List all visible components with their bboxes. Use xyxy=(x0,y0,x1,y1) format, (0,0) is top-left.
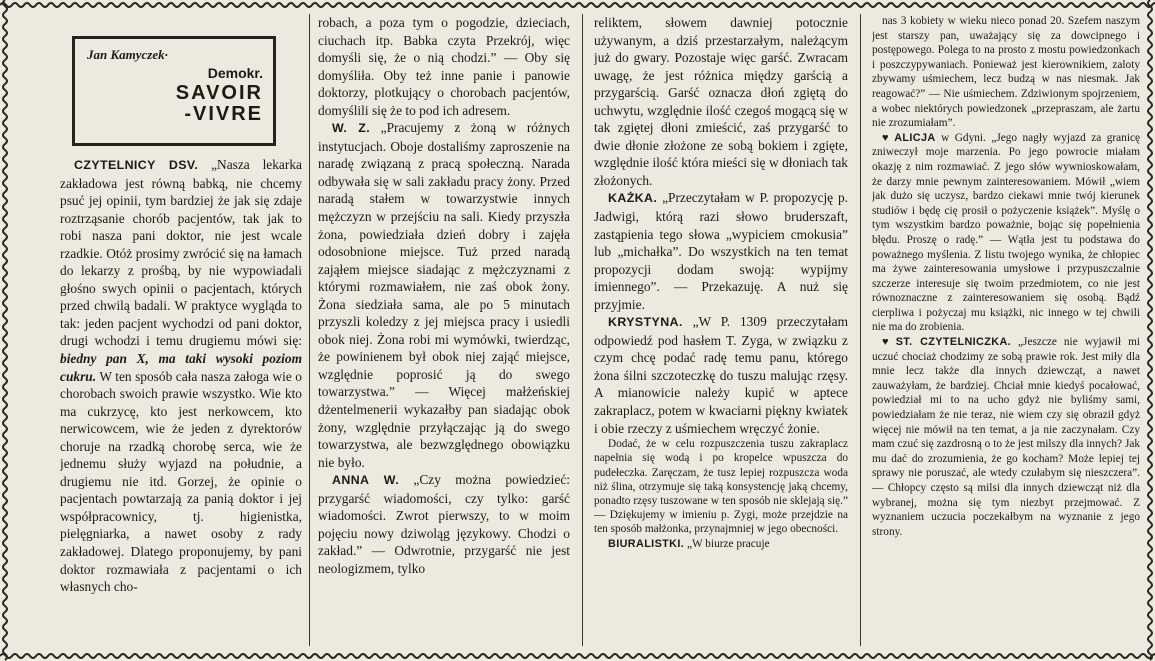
column-title-line2: -VIVRE xyxy=(184,103,263,125)
letter-st-czytelniczka xyxy=(872,335,1140,539)
continued-text: nas 3 kobiety w wieku nieco ponad 20. Szefem naszym jest starszy pan, uważający się za dowcipnego i postępowego. Polega to na prosto z mostu powiedzonkach i poszczypywaniach. Ponieważ jest kierownikiem, zaloty zbywamy uśmiechem, lecz budzą w nas niesmak. Jak reagować?” — Nie uśmiechem. Zdziwionym spojrzeniem, a wobec niektórych powiedzonek „przepraszam, ale żartu nie zrozumiałam”. xyxy=(872,15,1140,130)
letter-text: „W biurze pracuje xyxy=(687,537,770,550)
letter-alicja xyxy=(872,131,1140,335)
heart-icon: ♥ xyxy=(882,131,892,144)
column-divider xyxy=(582,14,583,646)
wavy-border-top xyxy=(0,0,1155,10)
wavy-border-bottom xyxy=(0,651,1155,661)
letter-heading: CZYTELNICY DSV. xyxy=(74,158,199,172)
letter-anna-w xyxy=(318,471,570,577)
continued-text: reliktem, słowem dawniej potocznie używanym, a dziś przestarzałym, należącym już do gwary. Pozostaje więc garść. Zwracam uwagę, że jest różnica między garścią a przygarścią. Garść oznacza dłoń zgiętą do uchwytu, względnie ilość czegoś mogącą się w tak zgiętej dłoni zmieścić, zaś przygarść to dwie dłonie złożone ze sobą bokiem i zgięte, względnie ilość która mieści się w dłoniach tak złożonych. xyxy=(594,15,848,188)
column-divider xyxy=(860,14,861,646)
letter-text: „Jeszcze nie wyjawił mi uczuć chociaż chodzimy ze sobą prawie rok. Jest miły dla mnie lecz także dla innych dziewcząt, a nawet zauważyłam, że bardziej. Chciał mnie kiedyś pocałować, powiedział mi to na ucho gdyż nie byliśmy sami, powiedziałam że nie teraz, nie wiem czy się obraził gdyż więcej nie mówił na ten temat, a ja nie zaczynałam. Czy mam czuć się zazdrosną o to że jest milszy dla innych? Jak mu dać do zrozumienia, że go kocham? Może lepiej tej sprawy nie poruszać, ale wtedy czułabym się nieszczera”. — Chłopcy często są milsi dla innych dziewcząt niż dla wybranej, można się tym niezbyt przejmować. Z wyznaniem uczucia poczekałbym na wyznanie z jego strony. xyxy=(872,336,1140,538)
letter-text: „Czy można powiedzieć: przygarść wiadomości, czy tylko: garść wiadomości. Zwrot pierwszy, to w moim pojęciu nowy dziwoląg językowy. Chodzi o zakład.” — Odwrotnie, przygarść nie jest neologizmem, tylko xyxy=(318,472,570,576)
letter-heading: BIURALISTKI. xyxy=(608,537,685,550)
letter-text: W ten sposób cała nasza załoga wie o chorobach swoich prawie wszystko. Wie kto ma cukrzycę, kto jest nerkowcem, kto nerwicowcem, wie że jeden z dyrektorów choruje na rzadką chorobę serca, wie że jednemu służy wyjazd na południe, a drugiemu nie itd. Gorzej, że opinie o pacjentach powtarzają za panią doktor i jej współpracownicy, tj. higienistka, pielęgniarka, a nawet osoby z rady zakładowej. Dlatego proponujemy, by pani doktor rozmawiała z pacjentami o ich własnych cho- xyxy=(60,368,302,595)
letter-krystyna-continued: Dodać, że w celu rozpuszczenia tuszu zakraplacz napełnia się wodą i po kropelce wpuszcza do pudełeczka. Zaręczam, że tusz lepiej rozpuszcza woda niż ślina, otrzymuje się taką konsystencję jaką chcemy, ponadto rzęsy tuszowane w ten sposób nie sklejają się.” — Dziękujemy w imieniu p. Zygi, może przejdzie na ten sposób małżonka, przynajmniej w jego obecności. xyxy=(594,438,848,536)
heart-icon: ♥ xyxy=(882,336,893,349)
text-column-4 xyxy=(872,14,1140,646)
text-column-3 xyxy=(594,14,848,646)
letter-heading: KRYSTYNA. xyxy=(608,315,683,330)
letter-text: „Pracujemy z żoną w różnych instytucjach. Oboje dostaliśmy zaproszenie na naradę związaną z pracą społeczną. Narada odbywała się w sali zakładu pracy żony. Przed naradą stałem w towarzystwie innych mężczyzn w przejściu na sali. Kiedy przyszła żona, powiedziała dzień dobry i zajęła odosobnione miejsce. Tuż przed naradą zająłem miejsce siadając z mężczyznami z którymi rozmawiałem, nie zaś obok żony. Żona siedziała sama, ale po 5 minutach przyszli koledzy z jej miejsca pracy i usiedli obok niej. Żona robi mi wymówki, twierdząc, że powinienem był obok niej zająć miejsce, względnie poprosić ją do swego towarzystwa.” — Więcej małżeńskiej dżentelmenerii wykazałby pan siadając obok żony, względnie przyłączając ją do swego towarzystwa, ale bezwzględnego obowiązku nie było. xyxy=(318,120,570,470)
text-column-2 xyxy=(318,14,570,646)
wavy-border-left xyxy=(0,0,10,661)
letter-text: „Nasza lekarka zakładowa jest równą babką, nie chcemy psuć jej opinii, tym bardziej że jak się zdaje roztrząsanie chorób pacjentów, tak jak to robi nasza pani doktor, nie jest wcale rzadkie. Otóż prosimy zwrócić się na łamach do lekarzy z prośbą, by nie wypowiadali głośno swych opinii o pacjentach, których przed chwilą badali. W praktyce wygląda to tak: jeden pacjent wychodzi od pani doktor, drugi wchodzi i temu drugiemu mówi się: xyxy=(60,157,302,349)
wavy-border-right xyxy=(1145,0,1155,661)
letter-heading: ALICJA xyxy=(894,131,936,144)
column-title-line1: SAVOIR xyxy=(175,82,263,104)
letter-text: w Gdyni. „Jego nagły wyjazd za granicę zniweczył moje marzenia. Po jego powrocie miałam okazję z nim rozmawiać. Z jego słów wywnioskowałam, że darzy mnie pewnym zainteresowaniem. Mówił „wiem jak dużo się uczysz, bardzo ciekawi mnie twój kierunek studiów i będę cię prosił o pożyczenie książek”. Myślę o tym wszystkim bardzo poważnie, bojąc się popełnienia błędu. Proszę o radę.” — Wątła jest tu podstawa do poważnego myślenia. Z listu twojego wynika, że chłopiec ma żywe zainteresowania umysłowe i przypuszczalnie szczerze interesuje się twoim przedmiotem, co nie jest równoznaczne z zainteresowaniem się osobą. Bądź cierpliwa i pożyczaj mu książki, nic innego w tej chwili nie ma do zrobienia. xyxy=(872,131,1140,334)
section-label: Demokr. xyxy=(207,65,263,81)
letter-heading: ST. CZYTELNICZKA. xyxy=(895,336,1012,349)
letter-heading: KAŻKA. xyxy=(608,191,658,206)
letter-czytelnicy-dsv xyxy=(60,156,302,596)
text-column-1 xyxy=(60,14,302,646)
letter-biuralistki xyxy=(594,537,848,551)
letter-heading: W. Z. xyxy=(332,121,371,136)
column-divider xyxy=(309,14,310,646)
letter-wz xyxy=(318,119,570,471)
letter-krystyna xyxy=(594,313,848,437)
author-name: Jan Kamyczek· xyxy=(87,47,168,62)
letter-text: „W P. 1309 przeczytałam odpowiedź pod hasłem T. Zyga, w związku z czym chcę podać radę temu panu, którego żona śilni szczoteczkę do tuszu malując rzęsy. A mianowicie należy kupić w aptece zakraplacz, potem w kwaciarni piękny kwiatek i obie rzeczy z uśmiechem wręczyć żonie. xyxy=(594,314,848,436)
header-spacer xyxy=(60,14,302,156)
letter-heading: ANNA W. xyxy=(332,473,400,488)
letter-kazka xyxy=(594,189,848,313)
continued-text: robach, a poza tym o pogodzie, dzieciach, ciuchach itp. Babka czyta Przekrój, więc domyśli się, że o nią chodzi.” — Oby się domyśliła. Oby też inne panie i panowie doktorzy, plotkujący o chorobach pacjentów, domyślili się że to pod ich adresem. xyxy=(318,15,570,118)
letter-text: „Przeczytałam w P. propozycję p. Jadwigi, którą razi słowo bruderszaft, zastąpienia tego słowa „wypiciem cmokusia” lub „michałka”. Do wszystkich na ten temat propozycji dodam swoją: wypijmy imiennego”. — Przekazuję. A nuż się przyjmie. xyxy=(594,190,848,312)
letter-text-italic: biedny pan X, ma taki wysoki poziom cukru. xyxy=(60,351,302,384)
